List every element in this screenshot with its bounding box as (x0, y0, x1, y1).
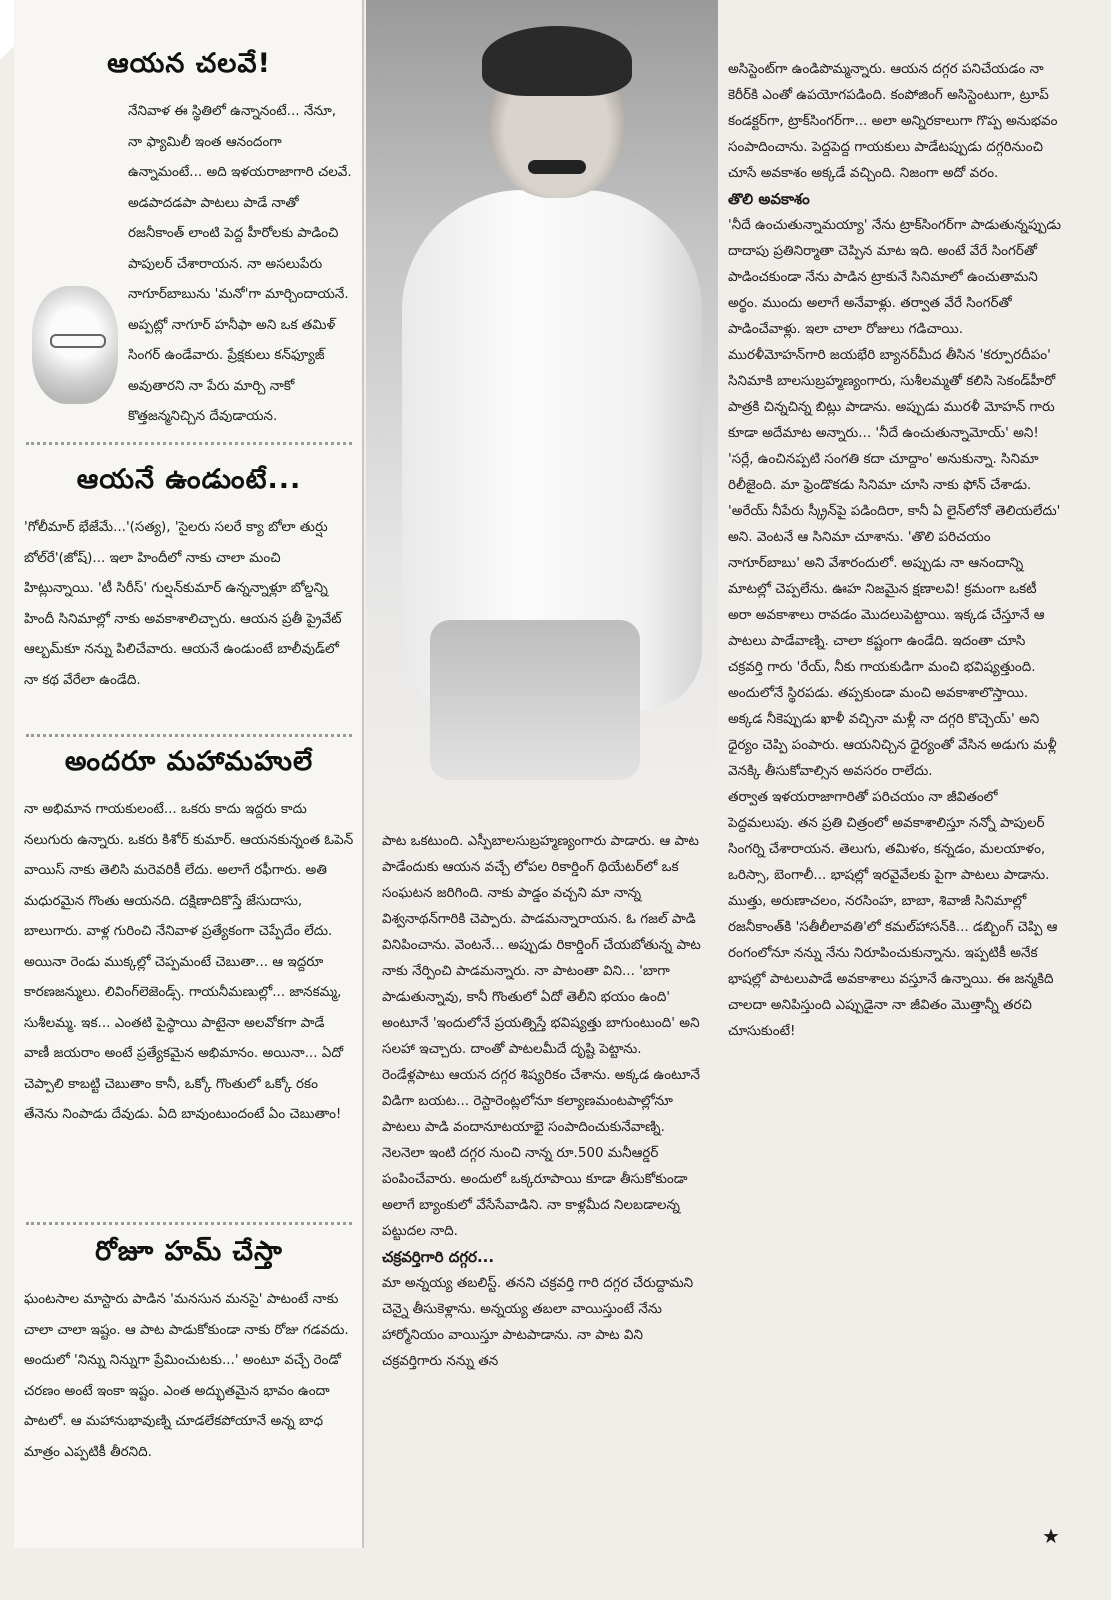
paragraph: తర్వాత ఇళయరాజాగారితో పరిచయం నా జీవితంలో పెద్దమలుపు. తన ప్రతి చిత్రంలో అవకాశాలిస్తూ నన్నో పాపులర్ సింగర్ని చేశారాయన. తెలుగు, తమిళం, కన్నడం, మలయాళం, ఒరిస్సా, బెంగాలీ... భాషల్లో ఇరవైవేలకు పైగా పాటలు పాడాను. ముత్తు, అరుణాచలం, నరసింహ, బాబా, శివాజీ సినిమాల్లో రజనీకాంత్‌కి 'సతీలీలావతి'లో కమల్‌హాసన్‌కి... డబ్బింగ్ చెప్పి ఆ రంగంలోనూ నన్ను నేను నిరూపించుకున్నాను. ఇప్పటికీ అనేక భాషల్లో పాటలుపాడే అవకాశాలు వస్తూనే ఉన్నాయి. ఈ జన్మకిది చాలదా అనిపిస్తుంది ఎప్పుడైనా నా జీవితం మొత్తాన్నీ తరచి చూసుకుంటే! (728, 789, 1058, 1039)
photo-mustache (528, 160, 586, 174)
ilayaraja-portrait (32, 286, 118, 404)
paragraph: 'నీదే ఉంచుతున్నామయ్యా' నేను ట్రాక్‌సింగర్‌గా పాడుతున్నప్పుడు దాదాపు ప్రతినిర్మాతా చెప్పిన మాట ఇది. అంటే వేరే సింగర్‌తో పాడించకుండా నేను పాడిన ట్రాకునే సినిమాలో ఉంచుతామని అర్థం. ముందు అలాగే అనేవాళ్లు. తర్వాత వేరే సింగర్‌తో పాడించేవాళ్లు. ఇలా చాలా రోజులు గడిచాయి. మురళీమోహన్‌గారి జయభేరి బ్యానర్‌మీద తీసిన 'కర్పూరదీపం' సినిమాకి బాలసుబ్రహ్మణ్యంగారు, సుశీలమ్మతో కలిసి సెకండ్‌హీరో పాత్రకి చిన్నచిన్న బిట్లు పాడాను. అప్పుడు మురళీ మోహన్ గారు కూడా అదేమాట అన్నారు... 'నీదే ఉంచుతున్నామోయ్' అని! (728, 217, 1061, 441)
right-column (728, 56, 1064, 1044)
sidebar-section-3 (24, 746, 354, 1130)
section-text: నా అభిమాన గాయకులంటే... ఒకరు కాదు ఇద్దరు కాదు నలుగురు ఉన్నారు. ఒకరు కిశోర్ కుమార్. ఆయనకున్నంత ఓపెన్ వాయిస్ నాకు తెలిసి మరెవరికీ లేదు. అలాగే రఫీగారు. అతి మధురమైన గొంతు ఆయనది. దక్షిణాదికొస్తే జేసుదాసు, బాలుగారు. వాళ్ల గురించి నేనివాళ ప్రత్యేకంగా చెప్పేదేం లేదు. అయినా రెండు ముక్కల్లో చెప్పమంటే చెబుతా... ఆ ఇద్దరూ కారణజన్ములు. లివింగ్‌లెజెండ్స్. గాయనీమణుల్లో... జానకమ్మ, సుశీలమ్మ. ఇక... ఎంతటి పైస్థాయి పాటైనా అలవోకగా పాడే వాణీ జయరాం అంటే ప్రత్యేకమైన అభిమానం. అయినా... ఏదో చెప్పాలి కాబట్టి చెబుతాం కానీ, ఒక్కో గొంతులో ఒక్కో రకం తేనెను నింపాడు దేవుడు. ఏది బావుంటుందంటే ఏం చెబుతాం! (24, 801, 354, 1122)
photo-hair (482, 26, 632, 96)
paragraph: మా అన్నయ్య తబలిస్ట్. తనని చక్రవర్తి గారి దగ్గర చేరుద్దామని చెన్నై తీసుకెళ్లాను. అన్నయ్య తబలా వాయిస్తుంటే నేను హార్మోనియం వాయిస్తూ పాటపాడాను. నా పాట విని చక్రవర్తిగారు నన్ను తన (382, 1275, 694, 1369)
sidebar-section-1 (24, 48, 354, 432)
paragraph: అసిస్టెంట్‌గా ఉండిపొమ్మన్నారు. ఆయన దగ్గర పనిచేయడం నా కెరీర్‌కి ఎంతో ఉపయోగపడింది. కంపోజింగ్ అసిస్టెంటుగా, ట్రూప్ కండక్టర్‌గా, ట్రాక్‌సింగర్‌గా... అలా అన్నిరకాలుగా గొప్ప అనుభవం సంపాదించాను. పెద్దపెద్ద గాయకులు పాడేటప్పుడు దగ్గరినుంచి చూసే అవకాశం అక్కడే వచ్చింది. నిజంగా అదో వరం. (728, 61, 1058, 181)
section-text: నేనివాళ ఈ స్థితిలో ఉన్నానంటే... నేనూ, నా ఫ్యామిలీ ఇంత ఆనందంగా ఉన్నామంటే... అది ఇళయరాజాగారి చలవే. అడపాదడపా పాటలు పాడే నాతో రజనీకాంత్ లాంటి పెద్ద హీరోలకు పాడించి పాపులర్ చేశారాయన. నా అసలుపేరు నాగూర్‌బాబును 'మనో'గా మార్చిందాయనే. అప్పట్లో నాగూర్ హనీఫా అని ఒక తమిళ్ సింగర్ ఉండేవారు. ప్రేక్షకులు కన్‌ఫ్యూజ్ అవుతారని నా పేరు మార్చి నాకో కొత్తజన్మనిచ్చిన దేవుడాయన. (128, 103, 352, 424)
middle-column (382, 828, 704, 1374)
sidebar-box (14, 0, 364, 1548)
section-title: ఆయన చలవే! (107, 48, 271, 79)
sidebar-section-2 (24, 464, 354, 695)
singer-photo (366, 0, 718, 808)
section-divider (26, 442, 352, 445)
section-title: అందరూ మహామహులే (64, 746, 314, 777)
end-star-icon: ★ (1042, 1524, 1060, 1548)
section-divider (26, 734, 352, 737)
section-title: రోజూ హమ్ చేస్తా (95, 1236, 283, 1267)
paragraph: 'సర్లే, ఉంచినప్పటి సంగతి కదా చూద్దాం' అనుకున్నా. సినిమా రిలీజైంది. మా ఫ్రెండొకడు సినిమా చూసి నాకు ఫోన్ చేశాడు. 'అరేయ్ నీపేరు స్క్రీన్‌పై పడిందిరా, కానీ ఏ లైన్‌లోనో తెలియలేదు' అని. వెంటనే ఆ సినిమా చూశాను. 'తొలి పరిచయం నాగూర్‌బాబు' అని వేశారందులో. అప్పుడు నా ఆనందాన్ని మాటల్లో చెప్పలేను. ఊహ నిజమైన క్షణాలవి! క్రమంగా ఒకటీ అరా అవకాశాలు రావడం మొదలుపెట్టాయి. ఇక్కడ చేస్తూనే ఆ పాటలు పాడేవాణ్ని. చాలా కష్టంగా ఉండేది. ఇదంతా చూసి చక్రవర్తి గారు 'రేయ్, నీకు గాయకుడిగా మంచి భవిష్యత్తుంది. అందులోనే స్థిరపడు. తప్పకుండా మంచి అవకాశాలొస్తాయి. అక్కడ నీకెప్పుడు ఖాళీ వచ్చినా మళ్లీ నా దగ్గరి కొచ్చెయ్' అని ధైర్యం చెప్పి పంపారు. ఆయనిచ్చిన ధైర్యంతో వేసిన అడుగు మళ్లీ వెనక్కి తీసుకోవాల్సిన అవసరం రాలేదు. (728, 451, 1061, 779)
sidebar-section-4 (24, 1236, 354, 1467)
section-divider (26, 1222, 352, 1225)
subheading: చక్రవర్తిగారి దగ్గర... (382, 1248, 495, 1266)
glasses-icon (50, 334, 106, 348)
subheading: తొలి అవకాశం (728, 190, 810, 208)
section-title: ఆయనే ఉండుంటే... (76, 464, 302, 495)
section-text: 'గోలీమార్ భేజేమే...'(సత్య), 'సైలరు సలరే క్యా బోలా తుర్షు బోల్‌రే'(జోష్)... ఇలా హిందీలో నాకు చాలా మంచి హిట్లున్నాయి. 'టీ సిరీస్' గుల్షన్‌కుమార్ ఉన్నన్నాళ్లూ బోల్డన్ని హిందీ సినిమాల్లో నాకు అవకాశాలిచ్చారు. ఆయన ప్రతీ ప్రైవేట్ ఆల్బమ్‌కూ నన్ను పిలిచేవారు. ఆయనే ఉండుంటే బాలీవుడ్‌లో నా కథ వేరేలా ఉండేది. (24, 519, 342, 688)
section-text: ఘంటసాల మాస్టారు పాడిన 'మనసున మనసై' పాటంటే నాకు చాలా చాలా ఇష్టం. ఆ పాట పాడుకోకుండా నాకు రోజు గడవదు. అందులో 'నిన్ను నిన్నుగా ప్రేమించుటకు...' అంటూ వచ్చే రెండో చరణం అంటే ఇంకా ఇష్టం. ఎంత అద్భుతమైన భావం ఉందా పాటలో. ఆ మహానుభావుణ్ని చూడలేకపోయానే అన్న బాధ మాత్రం ఎప్పటికీ తీరనిది. (24, 1291, 349, 1460)
photo-trousers (430, 620, 640, 780)
paragraph: పాట ఒకటుంది. ఎస్పీబాలసుబ్రహ్మణ్యంగారు పాడారు. ఆ పాట పాడేందుకు ఆయన వచ్చే లోపల రికార్డింగ్ థియేటర్‌లో ఒక సంఘటన జరిగింది. నాకు పాడ్డం వచ్చని మా నాన్న విశ్వనాథన్‌గారికి చెప్పారు. పాడమన్నారాయన. ఓ గజల్ పాడి వినిపించాను. వెంటనే... అప్పుడు రికార్డింగ్ చేయబోతున్న పాట నాకు నేర్పించి పాడమన్నారు. నా పాటంతా విని... 'బాగా పాడుతున్నావు, కానీ గొంతులో ఏదో తెలీని భయం ఉంది' అంటూనే 'ఇందులోనే ప్రయత్నిస్తే భవిష్యత్తు బాగుంటుంది' అని సలహా ఇచ్చారు. దాంతో పాటలమీదే దృష్టి పెట్టాను. రెండేళ్లపాటు ఆయన దగ్గర శిష్యరికం చేశాను. అక్కడ ఉంటూనే విడిగా బయట... రెస్టారెంట్లలోనూ కల్యాణమంటపాల్లోనూ పాటలు పాడి వందానూటయాభై సంపాదించుకునేవాణ్ని. నెలనెలా ఇంటి దగ్గర నుంచి నాన్న రూ.500 మనీఆర్డర్ పంపించేవారు. అందులో ఒక్కరూపాయి కూడా తీసుకోకుండా అలాగే బ్యాంకులో వేసేసేవాడిని. నా కాళ్లమీద నిలబడాలన్న పట్టుదల నాది. (382, 833, 701, 1239)
